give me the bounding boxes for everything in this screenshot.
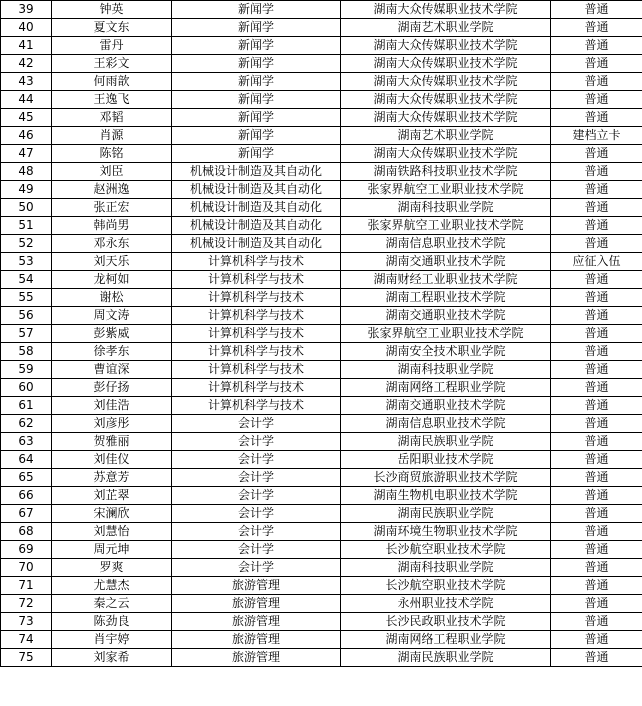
student-name-cell: 夏文东 xyxy=(52,19,172,37)
college-cell: 湖南交通职业技术学院 xyxy=(341,307,551,325)
row-number-cell: 73 xyxy=(1,613,52,631)
table-row xyxy=(1,559,642,577)
college-cell: 湖南财经工业职业技术学院 xyxy=(341,271,551,289)
college-cell: 湖南民族职业学院 xyxy=(341,505,551,523)
row-number-cell: 43 xyxy=(1,73,52,91)
table-row xyxy=(1,109,642,127)
row-number-cell: 59 xyxy=(1,361,52,379)
row-number-cell: 65 xyxy=(1,469,52,487)
row-number-cell: 58 xyxy=(1,343,52,361)
table-row xyxy=(1,577,642,595)
student-name-cell: 曹谊深 xyxy=(52,361,172,379)
row-number-cell: 74 xyxy=(1,631,52,649)
major-cell: 会计学 xyxy=(172,505,341,523)
table-row xyxy=(1,415,642,433)
row-number-cell: 49 xyxy=(1,181,52,199)
student-name-cell: 彭仔扬 xyxy=(52,379,172,397)
student-name-cell: 陈劲良 xyxy=(52,613,172,631)
table-row xyxy=(1,433,642,451)
row-number-cell: 64 xyxy=(1,451,52,469)
row-number-cell: 48 xyxy=(1,163,52,181)
student-table-body xyxy=(1,1,642,667)
student-name-cell: 赵洲逸 xyxy=(52,181,172,199)
major-cell: 会计学 xyxy=(172,451,341,469)
college-cell: 湖南网络工程职业学院 xyxy=(341,379,551,397)
table-row xyxy=(1,127,642,145)
student-name-cell: 刘家希 xyxy=(52,649,172,667)
college-cell: 湖南交通职业技术学院 xyxy=(341,397,551,415)
student-name-cell: 何雨歆 xyxy=(52,73,172,91)
row-number-cell: 75 xyxy=(1,649,52,667)
student-name-cell: 宋澜欣 xyxy=(52,505,172,523)
student-name-cell: 张正宏 xyxy=(52,199,172,217)
major-cell: 计算机科学与技术 xyxy=(172,253,341,271)
major-cell: 新闻学 xyxy=(172,73,341,91)
student-name-cell: 邓韬 xyxy=(52,109,172,127)
category-cell: 普通 xyxy=(551,181,642,199)
major-cell: 计算机科学与技术 xyxy=(172,379,341,397)
major-cell: 会计学 xyxy=(172,469,341,487)
major-cell: 机械设计制造及其自动化 xyxy=(172,217,341,235)
category-cell: 普通 xyxy=(551,199,642,217)
row-number-cell: 41 xyxy=(1,37,52,55)
row-number-cell: 45 xyxy=(1,109,52,127)
student-name-cell: 刘佳浩 xyxy=(52,397,172,415)
college-cell: 湖南工程职业技术学院 xyxy=(341,289,551,307)
category-cell: 普通 xyxy=(551,379,642,397)
college-cell: 长沙航空职业技术学院 xyxy=(341,577,551,595)
major-cell: 会计学 xyxy=(172,541,341,559)
category-cell: 普通 xyxy=(551,649,642,667)
category-cell: 应征入伍 xyxy=(551,253,642,271)
table-row xyxy=(1,505,642,523)
category-cell: 普通 xyxy=(551,271,642,289)
major-cell: 计算机科学与技术 xyxy=(172,343,341,361)
major-cell: 会计学 xyxy=(172,415,341,433)
major-cell: 计算机科学与技术 xyxy=(172,289,341,307)
table-row xyxy=(1,37,642,55)
row-number-cell: 54 xyxy=(1,271,52,289)
table-row xyxy=(1,145,642,163)
row-number-cell: 53 xyxy=(1,253,52,271)
table-row xyxy=(1,451,642,469)
student-name-cell: 钟英 xyxy=(52,1,172,19)
category-cell: 普通 xyxy=(551,631,642,649)
row-number-cell: 71 xyxy=(1,577,52,595)
college-cell: 湖南大众传媒职业技术学院 xyxy=(341,91,551,109)
college-cell: 湖南民族职业学院 xyxy=(341,649,551,667)
major-cell: 旅游管理 xyxy=(172,595,341,613)
category-cell: 普通 xyxy=(551,289,642,307)
row-number-cell: 67 xyxy=(1,505,52,523)
category-cell: 普通 xyxy=(551,505,642,523)
category-cell: 普通 xyxy=(551,397,642,415)
college-cell: 长沙航空职业技术学院 xyxy=(341,541,551,559)
student-name-cell: 刘芷翠 xyxy=(52,487,172,505)
row-number-cell: 63 xyxy=(1,433,52,451)
college-cell: 湖南艺术职业学院 xyxy=(341,127,551,145)
table-row xyxy=(1,361,642,379)
student-name-cell: 谢松 xyxy=(52,289,172,307)
row-number-cell: 52 xyxy=(1,235,52,253)
college-cell: 湖南交通职业技术学院 xyxy=(341,253,551,271)
category-cell: 普通 xyxy=(551,577,642,595)
student-name-cell: 苏意芳 xyxy=(52,469,172,487)
category-cell: 普通 xyxy=(551,235,642,253)
student-name-cell: 周文涛 xyxy=(52,307,172,325)
college-cell: 长沙民政职业技术学院 xyxy=(341,613,551,631)
major-cell: 旅游管理 xyxy=(172,613,341,631)
category-cell: 普通 xyxy=(551,613,642,631)
category-cell: 普通 xyxy=(551,55,642,73)
row-number-cell: 60 xyxy=(1,379,52,397)
major-cell: 会计学 xyxy=(172,433,341,451)
student-name-cell: 刘彦彤 xyxy=(52,415,172,433)
category-cell: 普通 xyxy=(551,469,642,487)
student-name-cell: 周元坤 xyxy=(52,541,172,559)
major-cell: 计算机科学与技术 xyxy=(172,361,341,379)
row-number-cell: 44 xyxy=(1,91,52,109)
row-number-cell: 66 xyxy=(1,487,52,505)
student-name-cell: 刘慧怡 xyxy=(52,523,172,541)
row-number-cell: 72 xyxy=(1,595,52,613)
major-cell: 机械设计制造及其自动化 xyxy=(172,163,341,181)
student-name-cell: 刘佳仪 xyxy=(52,451,172,469)
college-cell: 湖南科技职业学院 xyxy=(341,559,551,577)
major-cell: 旅游管理 xyxy=(172,631,341,649)
college-cell: 湖南信息职业技术学院 xyxy=(341,235,551,253)
student-name-cell: 徐孝东 xyxy=(52,343,172,361)
table-row xyxy=(1,325,642,343)
row-number-cell: 40 xyxy=(1,19,52,37)
table-row xyxy=(1,379,642,397)
college-cell: 湖南信息职业技术学院 xyxy=(341,415,551,433)
category-cell: 普通 xyxy=(551,325,642,343)
table-row xyxy=(1,181,642,199)
table-row xyxy=(1,649,642,667)
table-row xyxy=(1,613,642,631)
row-number-cell: 55 xyxy=(1,289,52,307)
college-cell: 长沙商贸旅游职业技术学院 xyxy=(341,469,551,487)
category-cell: 普通 xyxy=(551,145,642,163)
row-number-cell: 39 xyxy=(1,1,52,19)
college-cell: 湖南艺术职业学院 xyxy=(341,19,551,37)
table-row xyxy=(1,253,642,271)
college-cell: 湖南科技职业学院 xyxy=(341,199,551,217)
college-cell: 湖南网络工程职业学院 xyxy=(341,631,551,649)
category-cell: 普通 xyxy=(551,415,642,433)
student-name-cell: 王逸飞 xyxy=(52,91,172,109)
category-cell: 普通 xyxy=(551,541,642,559)
major-cell: 计算机科学与技术 xyxy=(172,307,341,325)
student-name-cell: 肖宇婷 xyxy=(52,631,172,649)
college-cell: 湖南大众传媒职业技术学院 xyxy=(341,55,551,73)
table-row xyxy=(1,595,642,613)
major-cell: 新闻学 xyxy=(172,109,341,127)
table-row xyxy=(1,307,642,325)
student-name-cell: 罗爽 xyxy=(52,559,172,577)
row-number-cell: 69 xyxy=(1,541,52,559)
student-name-cell: 韩尚男 xyxy=(52,217,172,235)
category-cell: 普通 xyxy=(551,19,642,37)
row-number-cell: 57 xyxy=(1,325,52,343)
student-name-cell: 邓永东 xyxy=(52,235,172,253)
table-row xyxy=(1,487,642,505)
table-row xyxy=(1,199,642,217)
category-cell: 普通 xyxy=(551,433,642,451)
category-cell: 普通 xyxy=(551,91,642,109)
major-cell: 机械设计制造及其自动化 xyxy=(172,199,341,217)
student-name-cell: 陈铭 xyxy=(52,145,172,163)
student-name-cell: 王彩文 xyxy=(52,55,172,73)
category-cell: 建档立卡 xyxy=(551,127,642,145)
row-number-cell: 51 xyxy=(1,217,52,235)
table-row xyxy=(1,55,642,73)
major-cell: 新闻学 xyxy=(172,145,341,163)
major-cell: 机械设计制造及其自动化 xyxy=(172,181,341,199)
table-row xyxy=(1,163,642,181)
major-cell: 新闻学 xyxy=(172,91,341,109)
major-cell: 旅游管理 xyxy=(172,577,341,595)
table-row xyxy=(1,1,642,19)
table-row xyxy=(1,397,642,415)
table-row xyxy=(1,343,642,361)
major-cell: 会计学 xyxy=(172,487,341,505)
college-cell: 湖南铁路科技职业技术学院 xyxy=(341,163,551,181)
category-cell: 普通 xyxy=(551,595,642,613)
category-cell: 普通 xyxy=(551,523,642,541)
row-number-cell: 46 xyxy=(1,127,52,145)
row-number-cell: 61 xyxy=(1,397,52,415)
category-cell: 普通 xyxy=(551,1,642,19)
table-row xyxy=(1,541,642,559)
college-cell: 湖南科技职业学院 xyxy=(341,361,551,379)
college-cell: 张家界航空工业职业技术学院 xyxy=(341,325,551,343)
table-row xyxy=(1,19,642,37)
row-number-cell: 50 xyxy=(1,199,52,217)
row-number-cell: 62 xyxy=(1,415,52,433)
college-cell: 湖南大众传媒职业技术学院 xyxy=(341,109,551,127)
college-cell: 湖南大众传媒职业技术学院 xyxy=(341,37,551,55)
category-cell: 普通 xyxy=(551,37,642,55)
table-row xyxy=(1,91,642,109)
table-row xyxy=(1,631,642,649)
row-number-cell: 42 xyxy=(1,55,52,73)
college-cell: 湖南大众传媒职业技术学院 xyxy=(341,73,551,91)
student-name-cell: 贺雅丽 xyxy=(52,433,172,451)
category-cell: 普通 xyxy=(551,163,642,181)
student-name-cell: 雷丹 xyxy=(52,37,172,55)
major-cell: 计算机科学与技术 xyxy=(172,397,341,415)
table-row xyxy=(1,217,642,235)
row-number-cell: 56 xyxy=(1,307,52,325)
college-cell: 湖南生物机电职业技术学院 xyxy=(341,487,551,505)
table-row xyxy=(1,235,642,253)
college-cell: 张家界航空工业职业技术学院 xyxy=(341,181,551,199)
row-number-cell: 68 xyxy=(1,523,52,541)
college-cell: 湖南民族职业学院 xyxy=(341,433,551,451)
row-number-cell: 70 xyxy=(1,559,52,577)
category-cell: 普通 xyxy=(551,307,642,325)
category-cell: 普通 xyxy=(551,487,642,505)
table-row xyxy=(1,73,642,91)
college-cell: 湖南环境生物职业技术学院 xyxy=(341,523,551,541)
major-cell: 新闻学 xyxy=(172,37,341,55)
student-name-cell: 彭紫威 xyxy=(52,325,172,343)
major-cell: 新闻学 xyxy=(172,55,341,73)
college-cell: 湖南安全技术职业学院 xyxy=(341,343,551,361)
student-name-cell: 秦之云 xyxy=(52,595,172,613)
table-row xyxy=(1,289,642,307)
college-cell: 岳阳职业技术学院 xyxy=(341,451,551,469)
category-cell: 普通 xyxy=(551,73,642,91)
row-number-cell: 47 xyxy=(1,145,52,163)
college-cell: 湖南大众传媒职业技术学院 xyxy=(341,1,551,19)
major-cell: 计算机科学与技术 xyxy=(172,325,341,343)
category-cell: 普通 xyxy=(551,361,642,379)
major-cell: 新闻学 xyxy=(172,127,341,145)
major-cell: 会计学 xyxy=(172,559,341,577)
major-cell: 新闻学 xyxy=(172,19,341,37)
college-cell: 湖南大众传媒职业技术学院 xyxy=(341,145,551,163)
student-name-cell: 肖源 xyxy=(52,127,172,145)
major-cell: 机械设计制造及其自动化 xyxy=(172,235,341,253)
major-cell: 新闻学 xyxy=(172,1,341,19)
table-row xyxy=(1,523,642,541)
category-cell: 普通 xyxy=(551,343,642,361)
category-cell: 普通 xyxy=(551,559,642,577)
student-name-cell: 尤慧杰 xyxy=(52,577,172,595)
college-cell: 张家界航空工业职业技术学院 xyxy=(341,217,551,235)
major-cell: 旅游管理 xyxy=(172,649,341,667)
major-cell: 计算机科学与技术 xyxy=(172,271,341,289)
student-name-cell: 刘臣 xyxy=(52,163,172,181)
category-cell: 普通 xyxy=(551,451,642,469)
table-row xyxy=(1,469,642,487)
major-cell: 会计学 xyxy=(172,523,341,541)
category-cell: 普通 xyxy=(551,109,642,127)
student-name-cell: 刘天乐 xyxy=(52,253,172,271)
student-name-cell: 龙柯如 xyxy=(52,271,172,289)
category-cell: 普通 xyxy=(551,217,642,235)
college-cell: 永州职业技术学院 xyxy=(341,595,551,613)
table-row xyxy=(1,271,642,289)
